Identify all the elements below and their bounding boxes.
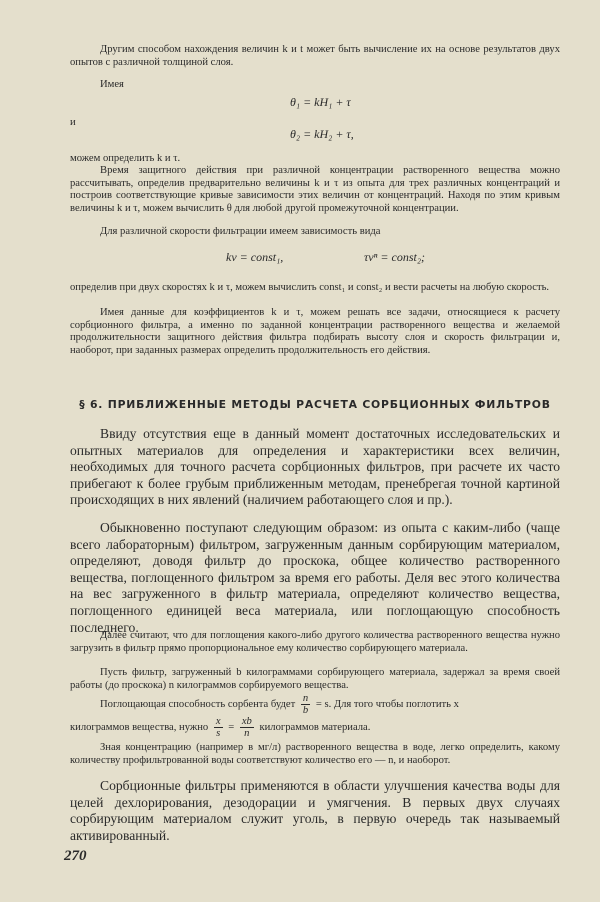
intro-paragraph-1: Другим способом нахождения величин k и t может быть вычисление их на основе результатов двух опытов с различной толщиной слоя. [70,44,560,68]
fraction-x-over-s [214,716,223,739]
fraction-numerator: xb [241,716,252,727]
equals-sign: = [228,721,235,733]
absorption-text: Поглощающая способность сорбента будет [100,698,296,710]
formula-theta-1: θ₁ = kH₁ + τ [290,95,351,109]
section-paragraph-3: Далее считают, что для поглощения какого-либо другого количества растворенного вещества нужно загрузить в фильтр прямо пропорциональное ему количество сорбирующего материала. [70,630,560,654]
material-line [70,716,560,739]
intro-paragraph-5: определив при двух скоростях k и τ, можем вычислить const₁ и const₂ и вести расчеты на любую скорость. [70,282,550,293]
fraction-denominator: s [216,728,221,739]
absorption-text-end: = s. Для того чтобы поглотить x [315,698,459,710]
material-text-end: килограммов материала. [259,721,371,733]
intro-paragraph-6: Имея данные для коэффициентов k и τ, можем решать все задачи, относящиеся к расчету сорбционного фильтра, а именно по заданной концентрации растворенного вещества и желаемой продолжительности защитного действия фильтра подбирать высоту слоя и скорость фильтрации и, наоборот, при заданных размерах определить продолжительность его действия. [70,307,560,356]
section-paragraph-4: Пусть фильтр, загруженный b килограммами сорбирующего материала, задержал за время своей работы (до проскока) n килограммов сорбируемого вещества. [70,667,560,691]
formula-theta-2: θ₂ = kH₂ + τ, [290,127,354,141]
material-text: килограммов вещества, нужно [70,721,209,733]
intro-paragraph-4: Для различной скорости фильтрации имеем зависимость вида [100,226,381,237]
formula-kv: kv = const₁, [226,250,284,264]
section-paragraph-2: Обыкновенно поступают следующим образом: из опыта с каким-либо (чаще всего лабораторным) фильтром, загруженным данным сорбирующим материалом, определяют, доводя фильтр до проскока, общее количество растворенного вещества, поглощенного фильтром за время его работы. Деля вес этого количества на вес загруженного в фильтр материала, определяют количество вещества, поглощенного единицей веса материала, или поглощающую способность последнего. [70,520,560,635]
fraction-n-over-b [301,693,310,716]
section-heading: § 6. ПРИБЛИЖЕННЫЕ МЕТОДЫ РАСЧЕТА СОРБЦИОННЫХ ФИЛЬТРОВ [79,398,551,411]
fraction-denominator: n [244,728,250,739]
intro-imeya: Имея [100,79,124,90]
section-paragraph-8: Сорбционные фильтры применяются в области улучшения качества воды для целей дехлорирования, дезодорации и умягчения. В первых двух случаях сорбирующим материалом служит уголь, в первую очередь так называемый активированный. [70,778,560,843]
fraction-denominator: b [302,705,309,716]
fraction-xb-over-n [240,716,254,739]
intro-paragraph-3: Время защитного действия при различной концентрации растворенного вещества можно рассчитывать, определив предварительно величины k и τ из опыта для трех различных концентраций и построив соответствующие кривые зависимости этих величин от концентраций. Находя по этим кривым величины k и τ, можем вычислить θ для любой другой промежуточной концентрации. [70,165,560,214]
fraction-numerator: n [302,693,309,704]
section-paragraph-7: Зная концентрацию (например в мг/л) растворенного вещества в воде, легко определить, какому количеству профильтрованной воды соответствуют количество его — n, и наоборот. [70,742,560,766]
absorption-line [100,693,560,716]
intro-paragraph-2: можем определить k и τ. [70,153,181,164]
fraction-numerator: x [215,716,221,727]
formula-tvn: τvⁿ = const₂; [364,250,425,264]
intro-and: и [70,117,76,128]
section-paragraph-1: Ввиду отсутствия еще в данный момент достаточных исследовательских и опытных материалов для определения и характеристики всех величин, необходимых для точного расчета сорбционных фильтров, при расчете их часто прибегают к более грубым приближенным методам, пренебрегая точной картиной происходящих в них явлений (наличием работающего слоя и пр.). [70,426,560,508]
page-number: 270 [64,848,87,864]
